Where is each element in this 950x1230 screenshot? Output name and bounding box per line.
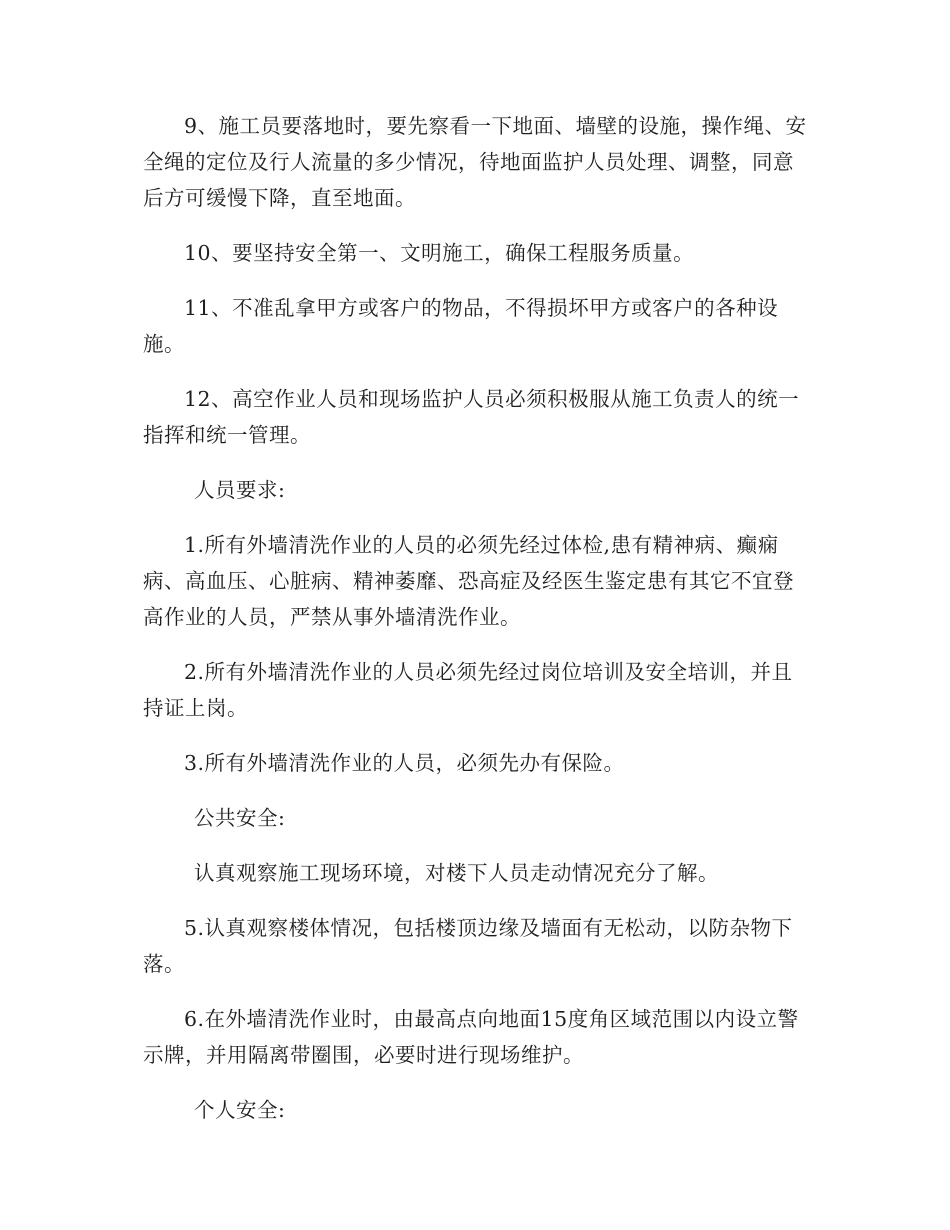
rule-12-paragraph: 12、高空作业人员和现场监护人员必须积极服从施工负责人的统一指挥和统一管理。	[143, 387, 800, 447]
rule-10-paragraph: 10、要坚持安全第一、文明施工，确保工程服务质量。	[184, 241, 695, 265]
rule-11-paragraph: 11、不准乱拿甲方或客户的物品，不得损坏甲方或客户的各种设施。	[143, 296, 779, 356]
document-body	[143, 108, 808, 1147]
personnel-requirements-heading: 人员要求:	[194, 478, 286, 502]
rule-9-paragraph: 9、施工员要落地时，要先察看一下地面、墙壁的设施，操作绳、安全绳的定位及行人流量的多少情况，待地面监护人员处理、调整，同意后方可缓慢下降，直至地面。	[143, 114, 807, 210]
public-safety-6-paragraph: 6.在外墙清洗作业时，由最高点向地面15度角区域范围以内设立警示牌，并用隔离带圈围，必要时进行现场维护。	[143, 1007, 799, 1067]
public-safety-5-paragraph: 5.认真观察楼体情况，包括楼顶边缘及墙面有无松动，以防杂物下落。	[143, 916, 793, 976]
public-safety-heading: 公共安全:	[194, 806, 286, 830]
personal-safety-heading: 个人安全:	[194, 1098, 286, 1122]
requirement-2-paragraph: 2.所有外墙清洗作业的人员必须先经过岗位培训及安全培训，并且持证上岗。	[143, 660, 793, 720]
public-safety-intro-paragraph: 认真观察施工现场环境，对楼下人员走动情况充分了解。	[194, 861, 719, 885]
requirement-1-paragraph: 1.所有外墙清洗作业的人员的必须先经过体检,患有精神病、癫痫病、高血压、心脏病、精神萎靡、恐高症及经医生鉴定患有其它不宜登高作业的人员，严禁从事外墙清洗作业。	[143, 533, 794, 629]
requirement-3-paragraph: 3.所有外墙清洗作业的人员，必须先办有保险。	[184, 751, 625, 775]
